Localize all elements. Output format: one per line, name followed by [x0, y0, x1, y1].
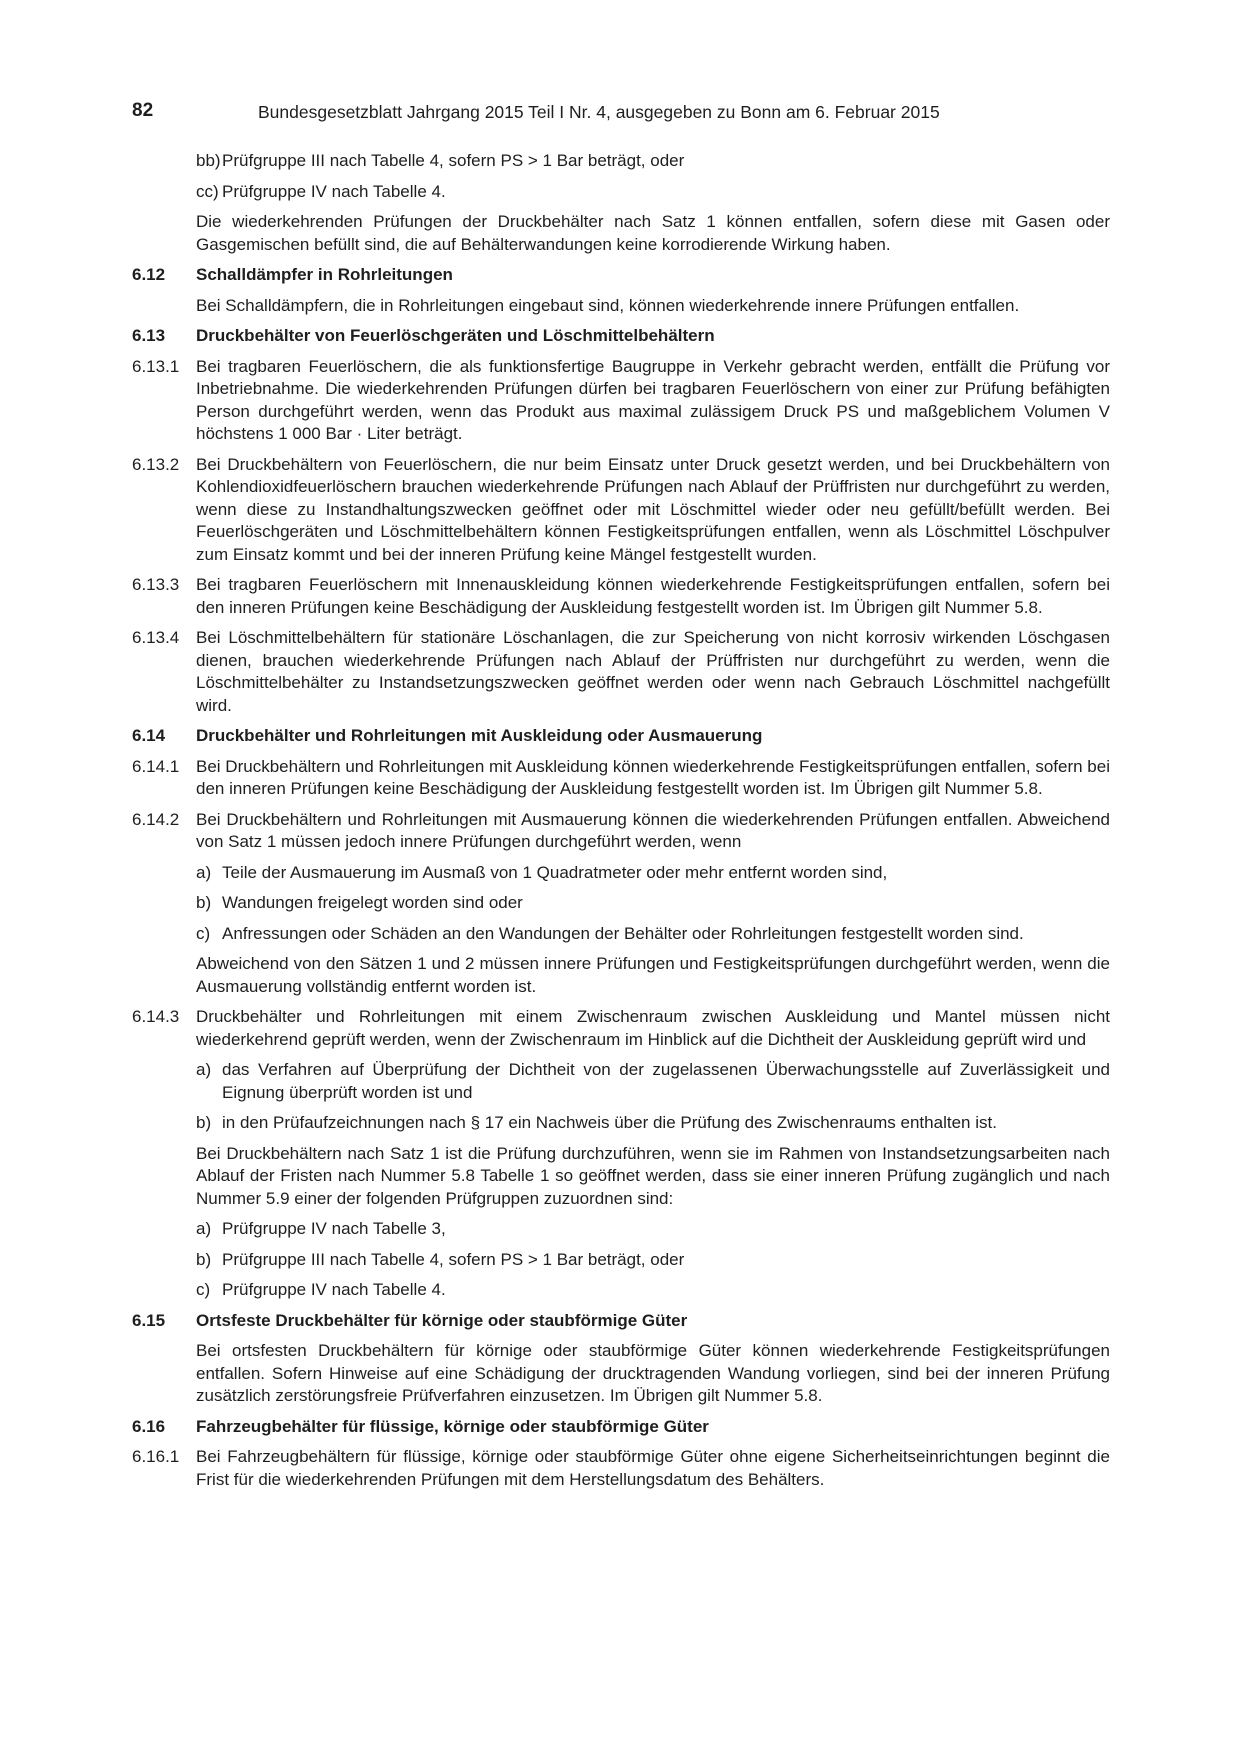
- subsection-text: Bei tragbaren Feuerlöschern, die als funktionsfertige Baugruppe in Verkehr gebracht werden, entfällt die Prüfung vor Inbetriebnahme. Die wiederkehrenden Prüfungen dürfen bei tragbaren Feuerlöschern von einer zur Prüfung befähigten Person durchgeführt werden, wenn das Produkt aus maximal zulässigem Druck PS und maßgeblichem Volumen V höchstens 1 000 Bar · Liter beträgt.: [196, 356, 1110, 443]
- page-number: 82: [132, 100, 154, 121]
- section-heading: [132, 325, 1110, 348]
- subsection: [132, 756, 1110, 801]
- section-heading: [132, 725, 1110, 748]
- section-number: 6.13: [132, 326, 166, 345]
- subsection-number: 6.14.1: [132, 756, 180, 776]
- section-title: Schalldämpfer in Rohrleitungen: [196, 265, 453, 284]
- list-marker: a): [196, 1219, 212, 1238]
- subsection: [132, 356, 1110, 446]
- list-item: [196, 923, 1110, 946]
- section-heading: [132, 1310, 1110, 1333]
- list-marker: bb): [196, 151, 221, 170]
- list-item: [196, 1059, 1110, 1104]
- list-item: [196, 862, 1110, 885]
- section-number: 6.16: [132, 1416, 166, 1436]
- list-item-text: in den Prüfaufzeichnungen nach § 17 ein Nachweis über die Prüfung des Zwischenraums enthalten ist.: [222, 1113, 997, 1132]
- list-item: [196, 892, 1110, 915]
- list-item-text: Anfressungen oder Schäden an den Wandungen der Behälter oder Rohrleitungen festgestellt worden sind.: [222, 923, 1024, 943]
- subsection-number: 6.14.3: [132, 1007, 180, 1026]
- paragraph: Bei Schalldämpfern, die in Rohrleitungen eingebaut sind, können wiederkehrende innere Prüfungen entfallen.: [196, 295, 1020, 315]
- list-item: [196, 1218, 1110, 1241]
- list-item-text: Prüfgruppe IV nach Tabelle 4.: [222, 1280, 446, 1299]
- subsection: [132, 1006, 1110, 1051]
- section-title: Fahrzeugbehälter für flüssige, körnige oder staubförmige Güter: [196, 1416, 709, 1436]
- list-marker: b): [196, 1249, 212, 1269]
- section-title: Druckbehälter von Feuerlöschgeräten und Löschmittelbehältern: [196, 326, 715, 345]
- paragraph: Bei Druckbehältern nach Satz 1 ist die Prüfung durchzuführen, wenn sie im Rahmen von Instandsetzungsarbeiten nach Ablauf der Fristen nach Nummer 5.8 Tabelle 1 so geöffnet werden, dass sie einer inneren Prüfung zugänglich und nach Nummer 5.9 einer der folgenden Prüfgruppen zuzuordnen sind:: [196, 1143, 1110, 1208]
- subsection-text: Bei Löschmittelbehältern für stationäre Löschanlagen, die zur Speicherung von nicht korrosiv wirkenden Löschgasen dienen, brauchen wiederkehrende Prüfungen nach Ablauf der Prüffristen nur durchgeführt zu werden, wenn die Löschmittelbehälter zu Instandsetzungszwecken geöffnet werden oder wenn nach Gebrauch Löschmittel nachgefüllt wird.: [196, 628, 1110, 715]
- list-item-text: Prüfgruppe IV nach Tabelle 3,: [222, 1219, 446, 1238]
- section-number: 6.15: [132, 1310, 166, 1330]
- subsection-text: Druckbehälter und Rohrleitungen mit einem Zwischenraum zwischen Auskleidung und Mantel müssen nicht wiederkehrend geprüft werden, wenn der Zwischenraum im Hinblick auf die Dichtheit der Auskleidung geprüft wird und: [196, 1007, 1110, 1049]
- section-heading: [132, 264, 1110, 287]
- header-title: Bundesgesetzblatt Jahrgang 2015 Teil I Nr. 4, ausgegeben zu Bonn am 6. Februar 2015: [258, 102, 940, 122]
- subsection-number: 6.14.2: [132, 809, 180, 829]
- list-item: [196, 181, 1110, 204]
- subsection: [132, 454, 1110, 567]
- subsection: [132, 574, 1110, 619]
- subsection-number: 6.13.3: [132, 575, 180, 594]
- list-item: [196, 1112, 1110, 1135]
- list-marker: c): [196, 923, 211, 943]
- section-number: 6.14: [132, 726, 166, 745]
- subsection-number: 6.13.2: [132, 454, 180, 474]
- paragraph: Die wiederkehrenden Prüfungen der Druckbehälter nach Satz 1 können entfallen, sofern diese mit Gasen oder Gasgemischen befüllt sind, die auf Behälterwandungen keine korrodierende Wirkung haben.: [196, 212, 1110, 254]
- list-marker: cc): [196, 181, 219, 201]
- subsection: [132, 809, 1110, 854]
- list-marker: b): [196, 893, 212, 912]
- list-item-text: Prüfgruppe IV nach Tabelle 4.: [222, 181, 446, 201]
- subsection-text: Bei Druckbehältern und Rohrleitungen mit Ausmauerung können die wiederkehrenden Prüfungen entfallen. Abweichend von Satz 1 müssen jedoch innere Prüfungen durchgeführt werden, wenn: [196, 809, 1110, 851]
- subsection-text: Bei Druckbehältern und Rohrleitungen mit Auskleidung können wiederkehrende Festigkeitsprüfungen entfallen, sofern bei den inneren Prüfungen keine Beschädigung der Auskleidung festgestellt worden ist. Im Übrigen gilt Nummer 5.8.: [196, 756, 1110, 798]
- subsection: [132, 627, 1110, 717]
- list-marker: c): [196, 1280, 211, 1299]
- subsection-number: 6.13.1: [132, 356, 180, 376]
- section-title: Ortsfeste Druckbehälter für körnige oder staubförmige Güter: [196, 1310, 688, 1330]
- subsection-number: 6.16.1: [132, 1447, 180, 1466]
- list-item-text: Prüfgruppe III nach Tabelle 4, sofern PS > 1 Bar beträgt, oder: [222, 151, 685, 170]
- list-item-text: Teile der Ausmauerung im Ausmaß von 1 Quadratmeter oder mehr entfernt worden sind,: [222, 862, 888, 882]
- page-header: [0, 100, 1241, 126]
- subsection-number: 6.13.4: [132, 628, 180, 647]
- subsection-text: Bei Druckbehältern von Feuerlöschern, die nur beim Einsatz unter Druck gesetzt werden, und bei Druckbehältern von Kohlendioxidfeuerlöschern brauchen wiederkehrende Prüfungen nach Ablauf der Prüffristen nur durchgeführt zu werden, wenn diese zu Instandhaltungszwecken geöffnet oder mit Löschmittel wieder oder neu gefüllt/befüllt werden. Bei Feuerlöschgeräten und Löschmittelbehältern können Festigkeitsprüfungen entfallen, wenn als Löschmittel Löschpulver zum Einsatz kommt und bei der inneren Prüfung keine Mängel festgestellt wurden.: [196, 454, 1110, 564]
- page-content: [132, 150, 1110, 1499]
- list-item-text: Wandungen freigelegt worden sind oder: [222, 893, 523, 912]
- list-item: [196, 1279, 1110, 1302]
- paragraph: Bei ortsfesten Druckbehältern für körnige oder staubförmige Güter können wiederkehrende Festigkeitsprüfungen entfallen. Sofern Hinweise auf eine Schädigung der drucktragenden Wandung vorliegen, sind bei der inneren Prüfung zusätzlich zerstörungsfreie Prüfverfahren einzusetzen. Im Übrigen gilt Nummer 5.8.: [196, 1341, 1110, 1405]
- list-marker: b): [196, 1113, 212, 1132]
- section-heading: [132, 1416, 1110, 1439]
- list-item: [196, 1249, 1110, 1272]
- list-item-text: Prüfgruppe III nach Tabelle 4, sofern PS > 1 Bar beträgt, oder: [222, 1249, 685, 1269]
- subsection-text: Bei tragbaren Feuerlöschern mit Innenauskleidung können wiederkehrende Festigkeitsprüfungen entfallen, sofern bei den inneren Prüfungen keine Beschädigung der Auskleidung festgestellt worden ist. Im Übrigen gilt Nummer 5.8.: [196, 575, 1110, 617]
- list-item: [196, 150, 1110, 173]
- list-item-text: das Verfahren auf Überprüfung der Dichtheit von der zugelassenen Überwachungsstelle auf Zuverlässigkeit und Eignung überprüft worden ist und: [222, 1060, 1110, 1102]
- subsection-text: Bei Fahrzeugbehältern für flüssige, körnige oder staubförmige Güter ohne eigene Sicherheitseinrichtungen beginnt die Frist für die wiederkehrenden Prüfungen mit dem Herstellungsdatum des Behälters.: [196, 1447, 1110, 1489]
- list-marker: a): [196, 1060, 212, 1079]
- subsection: [132, 1446, 1110, 1491]
- section-number: 6.12: [132, 265, 166, 284]
- paragraph: Abweichend von den Sätzen 1 und 2 müssen innere Prüfungen und Festigkeitsprüfungen durchgeführt werden, wenn die Ausmauerung vollständig entfernt worden ist.: [196, 954, 1110, 996]
- list-marker: a): [196, 862, 212, 882]
- section-title: Druckbehälter und Rohrleitungen mit Auskleidung oder Ausmauerung: [196, 726, 763, 745]
